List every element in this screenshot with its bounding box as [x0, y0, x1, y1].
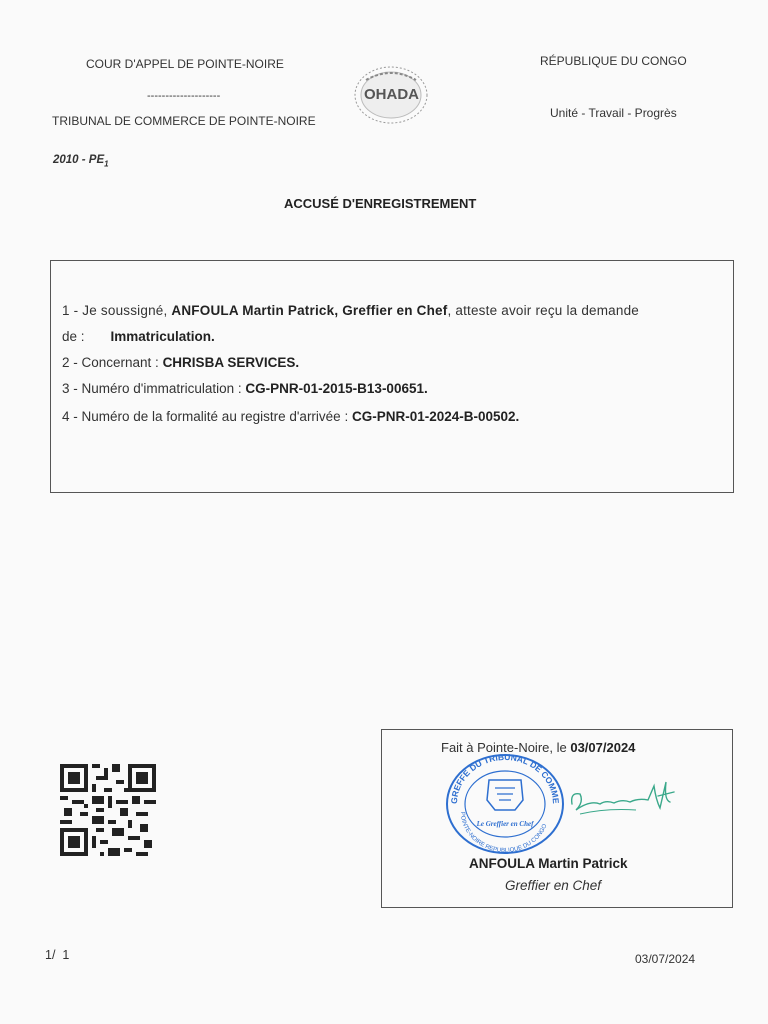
- declaration-line-1: 1 - Je soussigné, ANFOULA Martin Patrick, Greffier en Chef, atteste avoir reçu la demande: [62, 303, 640, 318]
- court-registry-stamp: [443, 752, 567, 856]
- page-number: 1/ 1: [45, 948, 70, 962]
- declaration-line-2: 2 - Concernant : CHRISBA SERVICES.: [62, 355, 300, 370]
- stamp-center-text: Le Greffier en Chef: [476, 820, 534, 828]
- tribunal-name: TRIBUNAL DE COMMERCE DE POINTE-NOIRE: [52, 114, 316, 128]
- handwritten-signature: [566, 778, 678, 824]
- national-motto: Unité - Travail - Progrès: [550, 106, 677, 120]
- court-of-appeal: COUR D'APPEL DE POINTE-NOIRE: [86, 57, 284, 71]
- declaration-box: [50, 260, 734, 493]
- declaration-line-4: 4 - Numéro de la formalité au registre d'arrivée : CG-PNR-01-2024-B-00502.: [62, 409, 520, 424]
- document-title: ACCUSÉ D'ENREGISTREMENT: [284, 196, 477, 211]
- signature-date: 03/07/2024: [570, 740, 636, 755]
- signatory-role: Greffier en Chef: [505, 878, 602, 893]
- stamp-bottom-text: POINTE-NOIRE REPUBLIQUE DU CONGO: [458, 811, 549, 855]
- stamp-ring-text: GREFFE DU TRIBUNAL DE COMME: [448, 752, 562, 805]
- svg-text:GREFFE DU TRIBUNAL DE COMMERCE: [443, 752, 561, 804]
- footer-date: 03/07/2024: [635, 952, 696, 966]
- qr-code: [60, 764, 156, 856]
- place-date-line: Fait à Pointe-Noire, le 03/07/2024: [441, 740, 636, 755]
- header-separator: --------------------: [147, 90, 221, 102]
- republic-name: RÉPUBLIQUE DU CONGO: [540, 54, 687, 68]
- ohada-logo-text: OHADA: [364, 86, 419, 103]
- signatory-name: ANFOULA Martin Patrick: [469, 856, 628, 871]
- reference-code: $2010 - PE_1$: [53, 154, 109, 169]
- declaration-line-3: 3 - Numéro d'immatriculation : CG-PNR-01-2015-B13-00651.: [62, 381, 428, 396]
- svg-text:POINTE-NOIRE REPUBLIQUE DU CON: [459, 812, 549, 854]
- declaration-line-1b: de : Immatriculation.: [62, 329, 215, 344]
- ohada-logo: [348, 62, 434, 128]
